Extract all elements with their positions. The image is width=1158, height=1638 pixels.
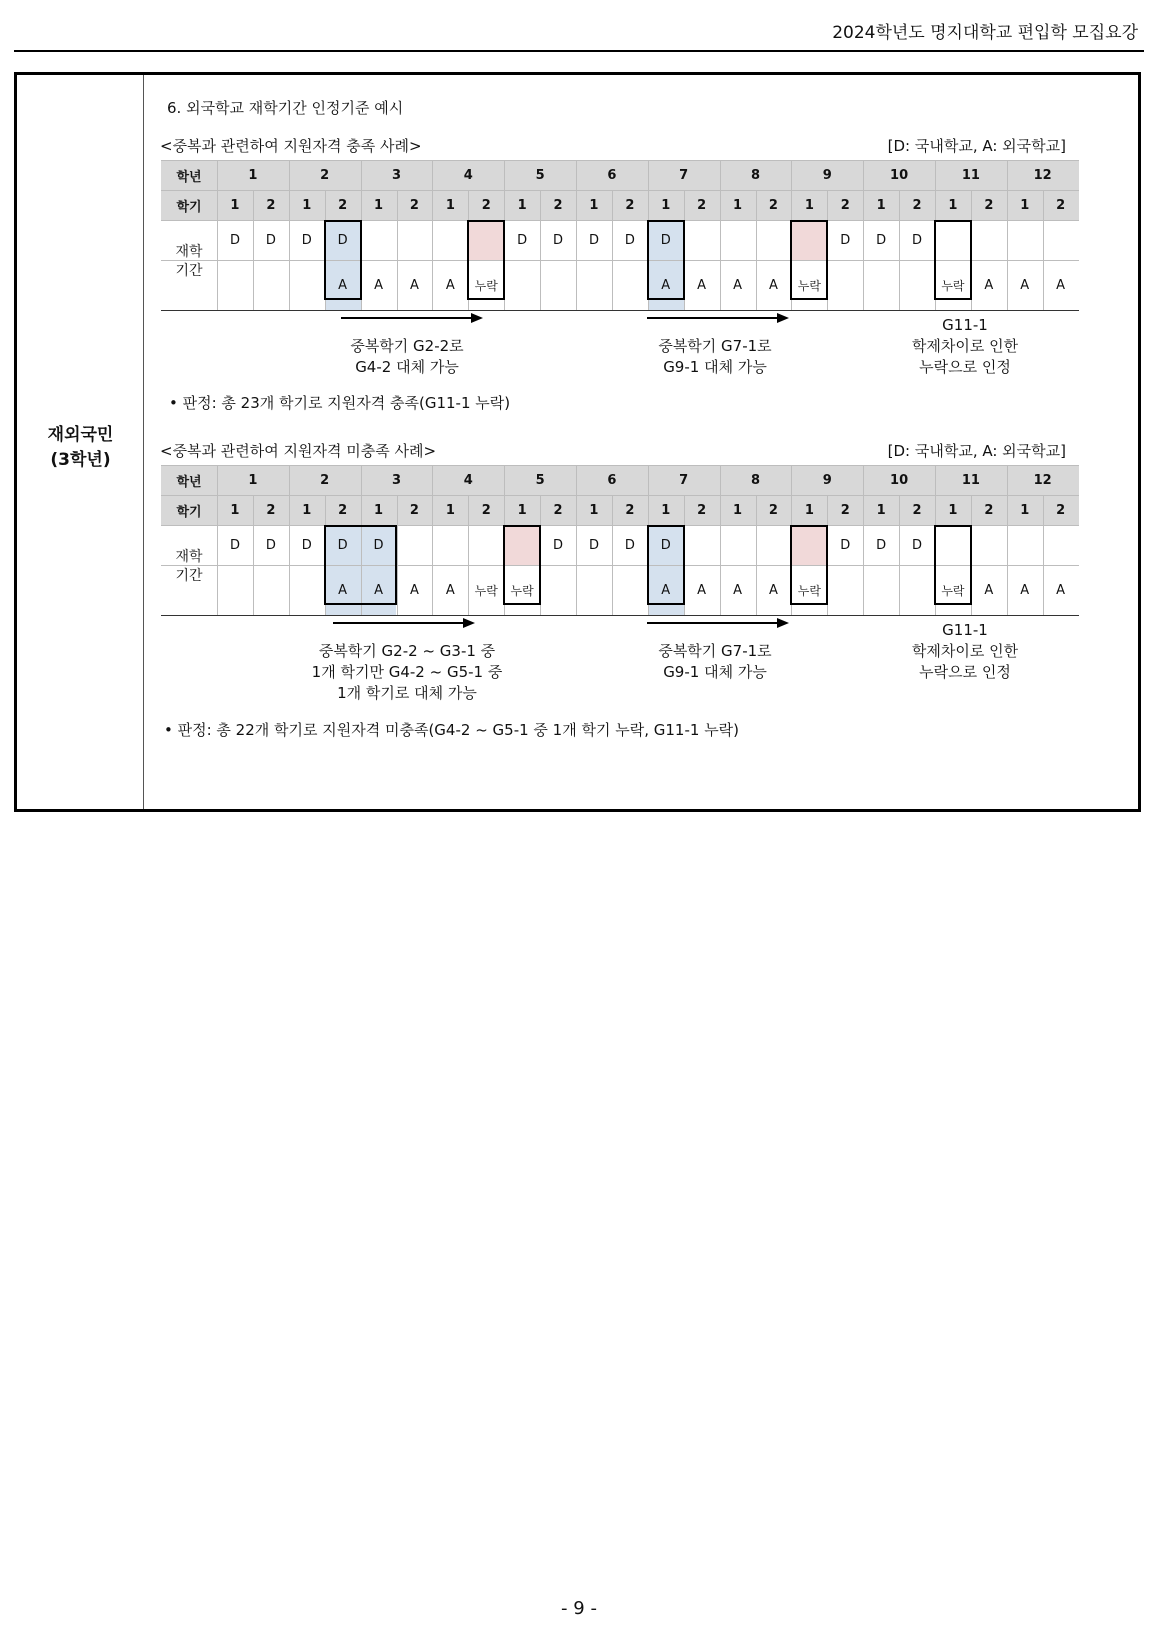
semester-cell: 1 xyxy=(230,502,240,518)
domestic-cell: D xyxy=(912,537,923,553)
grade-cell: 11 xyxy=(961,472,980,488)
grade-cell: 8 xyxy=(750,472,761,488)
period-label xyxy=(161,548,217,586)
semester-cell: 2 xyxy=(266,197,276,213)
semester-cell: 2 xyxy=(553,502,563,518)
domestic-cell: D xyxy=(265,537,276,553)
missing-cell: 누락 xyxy=(797,583,821,598)
semester-cell: 1 xyxy=(517,502,527,518)
highlight-box xyxy=(934,220,972,300)
semester-cell: 1 xyxy=(1020,502,1030,518)
grade-cell: 3 xyxy=(391,167,402,183)
foreign-cell: A xyxy=(661,582,671,598)
semester-cell: 1 xyxy=(1020,197,1030,213)
grade-cell: 11 xyxy=(961,167,980,183)
semester-cell: 1 xyxy=(445,197,455,213)
semester-cell: 1 xyxy=(589,197,599,213)
domestic-cell: D xyxy=(660,232,671,248)
semester-cell: 1 xyxy=(804,197,814,213)
semester-cell: 2 xyxy=(697,197,707,213)
foreign-cell: A xyxy=(768,582,778,598)
case2-note-2 xyxy=(605,641,825,683)
section-title: 6. 외국학교 재학기간 인정기준 예시 xyxy=(167,99,404,117)
grade-cell: 5 xyxy=(535,167,545,183)
case2-note-3 xyxy=(865,620,1065,683)
semester-cell: 1 xyxy=(374,502,384,518)
semester-cell: 1 xyxy=(876,197,886,213)
highlight-box xyxy=(790,525,828,605)
foreign-cell: A xyxy=(1056,277,1066,293)
semester-cell: 1 xyxy=(517,197,527,213)
semester-cell: 1 xyxy=(445,502,455,518)
note-line: 중복학기 G2-2 ~ G3-1 중 xyxy=(318,642,496,660)
missing-cell: 누락 xyxy=(941,278,965,293)
highlight-box xyxy=(790,220,828,300)
grade-header: 학년 xyxy=(176,169,202,185)
semester-cell: 2 xyxy=(1056,502,1066,518)
grade-cell: 7 xyxy=(679,472,689,488)
foreign-cell: A xyxy=(984,277,994,293)
case2-table xyxy=(161,465,1079,615)
foreign-cell: A xyxy=(697,277,707,293)
case1-title: <중복과 관련하여 지원자격 충족 사례> xyxy=(160,137,422,155)
semester-cell: 1 xyxy=(230,197,240,213)
grade-cell: 9 xyxy=(822,167,832,183)
highlight-box xyxy=(324,525,398,605)
case2-arrow-1 xyxy=(333,616,475,630)
foreign-cell: A xyxy=(1020,277,1030,293)
semester-cell: 1 xyxy=(733,502,743,518)
case1-arrow-1 xyxy=(341,311,483,325)
case2-note-1 xyxy=(287,641,527,704)
domestic-cell: D xyxy=(229,232,240,248)
foreign-cell: A xyxy=(1020,582,1030,598)
semester-cell: 1 xyxy=(302,502,312,518)
semester-cell: 2 xyxy=(338,197,348,213)
semester-cell: 2 xyxy=(912,197,922,213)
note-line: 중복학기 G7-1로 xyxy=(658,642,772,660)
grade-cell: 4 xyxy=(463,472,473,488)
semester-cell: 2 xyxy=(840,197,850,213)
grade-cell: 1 xyxy=(248,472,258,488)
semester-cell: 1 xyxy=(661,502,671,518)
semester-cell: 1 xyxy=(804,502,814,518)
foreign-cell: A xyxy=(409,277,419,293)
semester-cell: 2 xyxy=(409,502,419,518)
foreign-cell: A xyxy=(409,582,419,598)
foreign-cell: A xyxy=(1056,582,1066,598)
case1-note-2 xyxy=(605,336,825,378)
content-column xyxy=(147,75,1138,809)
missing-cell: 누락 xyxy=(510,583,534,598)
category-label xyxy=(17,423,144,473)
domestic-cell: D xyxy=(373,537,384,553)
grade-cell: 8 xyxy=(750,167,761,183)
grade-cell: 6 xyxy=(607,472,617,488)
grade-cell: 3 xyxy=(391,472,402,488)
semester-cell: 2 xyxy=(768,197,778,213)
missing-cell: 누락 xyxy=(941,583,965,598)
foreign-cell: A xyxy=(733,277,742,293)
semester-cell: 1 xyxy=(302,197,312,213)
case1-arrow-2 xyxy=(647,311,789,325)
case1-verdict: • 판정: 총 23개 학기로 지원자격 충족(G11-1 누락) xyxy=(169,394,511,412)
domestic-cell: D xyxy=(660,537,671,553)
category-label-line2: (3학년) xyxy=(50,450,111,470)
semester-cell: 1 xyxy=(733,197,743,213)
foreign-cell: A xyxy=(984,582,994,598)
semester-cell: 1 xyxy=(374,197,384,213)
foreign-cell: A xyxy=(338,277,348,293)
semester-cell: 2 xyxy=(338,502,348,518)
domestic-cell: D xyxy=(840,232,851,248)
semester-cell: 2 xyxy=(912,502,922,518)
missing-cell: 누락 xyxy=(474,278,498,293)
grade-cell: 7 xyxy=(679,167,689,183)
semester-cell: 2 xyxy=(409,197,419,213)
highlight-box xyxy=(647,525,685,605)
domestic-cell: D xyxy=(624,232,635,248)
semester-cell: 2 xyxy=(697,502,707,518)
grade-cell: 12 xyxy=(1033,472,1052,488)
highlight-box xyxy=(934,525,972,605)
case1-table xyxy=(161,160,1079,310)
grade-cell: 10 xyxy=(890,167,909,183)
grade-cell: 5 xyxy=(535,472,545,488)
grid-line xyxy=(161,615,1079,616)
domestic-cell: D xyxy=(337,537,348,553)
foreign-cell: A xyxy=(374,582,383,598)
case2-verdict: • 판정: 총 22개 학기로 지원자격 미충족(G4-2 ~ G5-1 중 1개 학기 누락, G11-1 누락) xyxy=(164,721,740,739)
semester-cell: 2 xyxy=(481,197,491,213)
semester-cell: 2 xyxy=(768,502,778,518)
semester-cell: 1 xyxy=(876,502,886,518)
semester-cell: 2 xyxy=(625,197,635,213)
period-label-line1: 재학 xyxy=(175,549,203,565)
foreign-cell: A xyxy=(445,582,455,598)
grade-cell: 6 xyxy=(607,167,617,183)
semester-cell: 1 xyxy=(589,502,599,518)
case1-note-1 xyxy=(297,336,517,378)
foreign-cell: A xyxy=(733,582,742,598)
foreign-cell: A xyxy=(697,582,707,598)
note-line: 중복학기 G2-2로 xyxy=(350,337,464,355)
period-label xyxy=(161,243,217,281)
note-line: 학제차이로 인한 xyxy=(911,642,1019,660)
domestic-cell: D xyxy=(624,537,635,553)
semester-header: 학기 xyxy=(176,504,202,520)
domestic-cell: D xyxy=(588,232,599,248)
case2-title: <중복과 관련하여 지원자격 미충족 사례> xyxy=(160,442,437,460)
semester-header: 학기 xyxy=(176,199,202,215)
highlight-box xyxy=(503,525,541,605)
domestic-cell: D xyxy=(876,232,887,248)
note-line: 중복학기 G7-1로 xyxy=(658,337,772,355)
highlight-box xyxy=(467,220,505,300)
foreign-cell: A xyxy=(768,277,778,293)
missing-cell: 누락 xyxy=(797,278,821,293)
note-line: 1개 학기만 G4-2 ~ G5-1 중 xyxy=(311,663,503,681)
grade-cell: 2 xyxy=(320,472,330,488)
domestic-cell: D xyxy=(301,537,312,553)
note-line: G9-1 대체 가능 xyxy=(663,663,767,681)
highlight-box xyxy=(324,220,362,300)
grade-cell: 4 xyxy=(463,167,473,183)
grade-cell: 10 xyxy=(890,472,909,488)
grade-cell: 12 xyxy=(1033,167,1052,183)
note-line: G9-1 대체 가능 xyxy=(663,358,767,376)
content-frame xyxy=(14,72,1141,812)
semester-cell: 2 xyxy=(984,197,994,213)
domestic-cell: D xyxy=(265,232,276,248)
semester-cell: 2 xyxy=(984,502,994,518)
case2-arrow-2 xyxy=(647,616,789,630)
note-line: 누락으로 인정 xyxy=(919,358,1011,376)
period-label-line1: 재학 xyxy=(175,244,203,260)
category-label-line1: 재외국민 xyxy=(47,425,114,445)
domestic-cell: D xyxy=(337,232,348,248)
page-number: - 9 - xyxy=(561,1598,597,1619)
note-line: 1개 학기로 대체 가능 xyxy=(337,684,477,702)
note-line: G11-1 xyxy=(942,621,988,639)
semester-cell: 2 xyxy=(1056,197,1066,213)
note-line: G4-2 대체 가능 xyxy=(355,358,459,376)
domestic-cell: D xyxy=(517,232,528,248)
grade-cell: 2 xyxy=(320,167,330,183)
note-line: 누락으로 인정 xyxy=(919,663,1011,681)
grade-cell: 1 xyxy=(248,167,258,183)
category-column xyxy=(17,75,144,809)
header-rule xyxy=(14,50,1144,52)
note-line: G11-1 xyxy=(942,316,988,334)
domestic-cell: D xyxy=(588,537,599,553)
domestic-cell: D xyxy=(301,232,312,248)
semester-cell: 2 xyxy=(625,502,635,518)
semester-cell: 1 xyxy=(948,502,958,518)
semester-cell: 2 xyxy=(481,502,491,518)
period-label-line2: 기간 xyxy=(175,568,203,584)
case2-legend: [D: 국내학교, A: 외국학교] xyxy=(887,442,1066,460)
period-label-line2: 기간 xyxy=(175,263,203,279)
domestic-cell: D xyxy=(229,537,240,553)
foreign-cell: A xyxy=(374,277,383,293)
highlight-box xyxy=(647,220,685,300)
domestic-cell: D xyxy=(553,232,564,248)
grade-header: 학년 xyxy=(176,474,202,490)
foreign-cell: A xyxy=(338,582,348,598)
case1-legend: [D: 국내학교, A: 외국학교] xyxy=(887,137,1066,155)
foreign-cell: A xyxy=(661,277,671,293)
case1-note-3 xyxy=(865,315,1065,378)
semester-cell: 2 xyxy=(840,502,850,518)
note-line: 학제차이로 인한 xyxy=(911,337,1019,355)
domestic-cell: D xyxy=(876,537,887,553)
semester-cell: 1 xyxy=(661,197,671,213)
page-header-title: 2024학년도 명지대학교 편입학 모집요강 xyxy=(832,23,1138,43)
grade-cell: 9 xyxy=(822,472,832,488)
missing-cell: 누락 xyxy=(474,583,498,598)
domestic-cell: D xyxy=(840,537,851,553)
foreign-cell: A xyxy=(445,277,455,293)
grid-line xyxy=(161,310,1079,311)
semester-cell: 2 xyxy=(266,502,276,518)
domestic-cell: D xyxy=(553,537,564,553)
semester-cell: 1 xyxy=(948,197,958,213)
semester-cell: 2 xyxy=(553,197,563,213)
domestic-cell: D xyxy=(912,232,923,248)
